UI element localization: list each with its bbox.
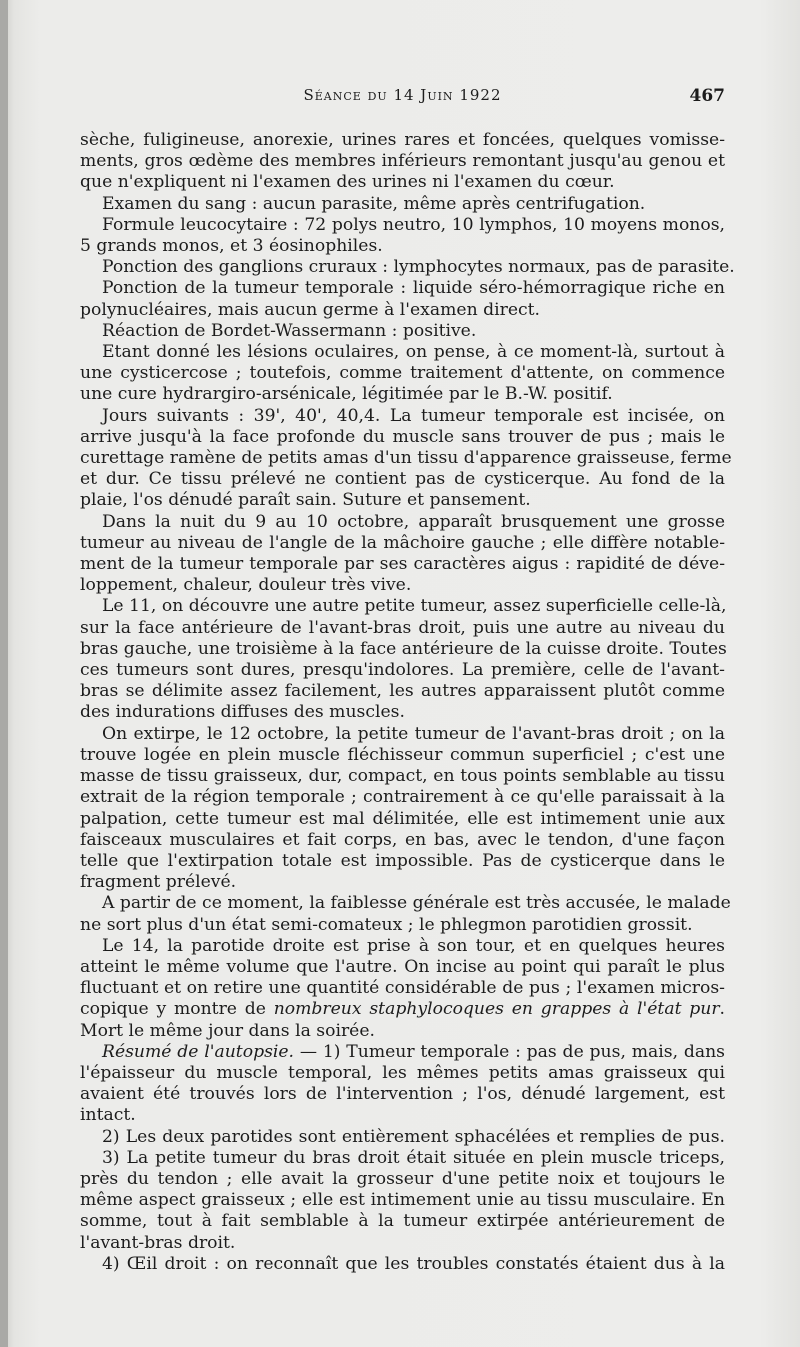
text-line	[80, 1148, 725, 1169]
text-line	[80, 660, 725, 681]
text-line	[80, 1063, 725, 1084]
text-line	[80, 724, 725, 745]
text-run: telle que l'extirpation totale est impossible. Pas de cysticerque dans le	[80, 850, 725, 871]
text-run: ces tumeurs sont dures, presqu'indolores. La première, celle de l'avant-	[80, 660, 725, 681]
text-line	[80, 596, 725, 617]
text-line	[80, 830, 725, 851]
text-line	[80, 151, 725, 172]
text-run: et dur. Ce tissu prélevé ne contient pas de cysticerque. Au fond de la	[80, 469, 725, 490]
text-line	[80, 1084, 725, 1105]
page-binding-edge	[0, 0, 8, 1347]
text-line	[80, 215, 725, 236]
text-line	[80, 618, 725, 639]
text-line	[80, 1127, 725, 1148]
text-line	[80, 745, 725, 766]
text-run: palpation, cette tumeur est mal délimitée, elle est intimement unie aux	[80, 808, 725, 829]
text-line	[80, 1042, 725, 1063]
text-run: Ponction des ganglions cruraux : lymphocytes normaux, pas de parasite.	[102, 257, 735, 278]
text-line	[80, 851, 725, 872]
text-run: Jours suivants : 39', 40', 40,4. La tumeur temporale est incisée, on	[102, 405, 725, 426]
text-run: sèche, fuligineuse, anorexie, urines rares et foncées, quelques vomisse-	[80, 130, 725, 150]
text-line	[80, 893, 731, 914]
text-line	[80, 490, 725, 511]
text-run: avaient été trouvés lors de l'intervention ; l'os, dénudé largement, est	[80, 1084, 725, 1105]
text-run: une cysticercose ; toutefois, comme traitement d'attente, on commence	[80, 363, 725, 384]
text-run: somme, tout à fait semblable à la tumeur extirpée antérieurement de	[80, 1211, 725, 1232]
text-run: A partir de ce moment, la faiblesse générale est très accusée, le malade	[102, 893, 731, 914]
text-run: une cure hydrargiro-arsénicale, légitimée par le B.-W. positif.	[80, 384, 613, 405]
text-run: 5 grands monos, et 3 éosinophiles.	[80, 236, 383, 257]
text-line	[80, 300, 725, 321]
text-line	[80, 978, 725, 999]
text-run: 2) Les deux parotides sont entièrement sphacélées et remplies de pus.	[102, 1126, 725, 1147]
text-line	[80, 448, 732, 469]
text-run: trouve logée en plein muscle fléchisseur commun superficiel ; c'est une	[80, 744, 725, 765]
body-text	[80, 130, 735, 1275]
italic-run: nombreux staphylocoques en grappes à l'état pur	[273, 999, 720, 1020]
text-line	[80, 766, 725, 787]
running-title: Séance du 14 Juin 1922	[303, 86, 502, 104]
text-run: faisceaux musculaires et fait corps, en bas, avec le tendon, d'une façon	[80, 829, 725, 850]
text-run: ment de la tumeur temporale par ses caractères aigus : rapidité de déve-	[80, 554, 725, 575]
text-run: arrive jusqu'à la face profonde du muscle sans trouver de pus ; mais le	[80, 426, 725, 447]
text-run: plaie, l'os dénudé paraît sain. Suture et pansement.	[80, 490, 531, 511]
text-run: Réaction de Bordet-Wassermann : positive.	[102, 320, 477, 341]
text-run: des indurations diffuses des muscles.	[80, 702, 405, 723]
text-run: ments, gros œdème des membres inférieurs remontant jusqu'au genou et	[80, 151, 725, 172]
text-line	[80, 809, 725, 830]
text-run: loppement, chaleur, douleur très vive.	[80, 575, 412, 596]
text-run: fluctuant et on retire une quantité considérable de pus ; l'examen micros-	[80, 978, 725, 999]
text-run: bras se délimite assez facilement, les autres apparaissent plutôt comme	[80, 681, 725, 702]
text-run: ne sort plus d'un état semi-comateux ; le phlegmon parotidien grossit.	[80, 914, 693, 935]
text-run: sur la face antérieure de l'avant-bras droit, puis une autre au niveau du	[80, 617, 725, 638]
text-line	[80, 936, 725, 957]
text-line	[80, 363, 725, 384]
text-run: près du tendon ; elle avait la grosseur d'une petite noix et toujours le	[80, 1168, 725, 1189]
text-run: fragment prélevé.	[80, 872, 237, 893]
text-line	[80, 999, 725, 1020]
text-run: copique y montre de	[80, 999, 274, 1020]
text-run: extrait de la région temporale ; contrairement à ce qu'elle paraissait à la	[80, 787, 725, 808]
text-line	[80, 702, 725, 723]
text-line	[80, 1254, 725, 1275]
text-run: — 1) Tumeur temporale : pas de pus, mais, dans	[294, 1041, 725, 1062]
page-header	[80, 86, 725, 114]
text-line	[80, 1105, 725, 1126]
text-run: intact.	[80, 1105, 136, 1126]
text-line	[80, 194, 725, 215]
text-run: même aspect graisseux ; elle est intimement unie au tissu musculaire. En	[80, 1190, 725, 1211]
text-line	[80, 406, 725, 427]
text-run: curettage ramène de petits amas d'un tissu d'apparence graisseuse, ferme	[80, 448, 732, 469]
text-line	[80, 321, 725, 342]
text-line	[80, 1211, 725, 1232]
text-line	[80, 554, 725, 575]
text-run: Examen du sang : aucun parasite, même après centrifugation.	[102, 193, 646, 214]
text-run: atteint le même volume que l'autre. On incise au point qui paraît le plus	[80, 956, 725, 977]
text-line	[80, 787, 725, 808]
text-run: 4) Œil droit : on reconnaît que les troubles constatés étaient dus à la	[102, 1253, 725, 1274]
text-line	[80, 957, 725, 978]
text-line	[80, 681, 725, 702]
text-run: .	[719, 999, 725, 1020]
text-line	[80, 1169, 725, 1190]
text-line	[80, 872, 725, 893]
text-run: que n'expliquent ni l'examen des urines ni l'examen du cœur.	[80, 172, 615, 193]
text-line	[80, 639, 725, 660]
text-run: Formule leucocytaire : 72 polys neutro, 10 lymphos, 10 moyens monos,	[102, 214, 725, 235]
text-run: Ponction de la tumeur temporale : liquide séro-hémorragique riche en	[102, 278, 725, 299]
text-run: l'épaisseur du muscle temporal, les mêmes petits amas graisseux qui	[80, 1062, 725, 1083]
text-line	[80, 915, 725, 936]
text-line	[80, 257, 735, 278]
text-run: Le 14, la parotide droite est prise à son tour, et en quelques heures	[102, 935, 725, 956]
text-line	[80, 575, 725, 596]
text-run: On extirpe, le 12 octobre, la petite tumeur de l'avant-bras droit ; on la	[102, 723, 725, 744]
text-line	[80, 1021, 725, 1042]
text-line	[80, 512, 725, 533]
text-run: Le 11, on découvre une autre petite tumeur, assez superficielle celle-là,	[102, 596, 727, 617]
text-run: Mort le même jour dans la soirée.	[80, 1020, 375, 1041]
italic-run: Résumé de l'autopsie.	[102, 1041, 295, 1062]
text-line	[80, 278, 725, 299]
text-run: Dans la nuit du 9 au 10 octobre, apparaît brusquement une grosse	[102, 511, 725, 532]
text-run: masse de tissu graisseux, dur, compact, en tous points semblable au tissu	[80, 766, 725, 787]
text-run: 3) La petite tumeur du bras droit était située en plein muscle triceps,	[102, 1147, 725, 1168]
text-run: l'avant-bras droit.	[80, 1232, 236, 1253]
text-run: bras gauche, une troisième à la face antérieure de la cuisse droite. Toutes	[80, 638, 727, 659]
text-line	[80, 1190, 725, 1211]
text-run: polynucléaires, mais aucun germe à l'examen direct.	[80, 299, 540, 320]
text-line	[80, 427, 725, 448]
text-line	[80, 236, 725, 257]
text-run: Etant donné les lésions oculaires, on pense, à ce moment-là, surtout à	[102, 342, 725, 363]
text-run: tumeur au niveau de l'angle de la mâchoire gauche ; elle diffère notable-	[80, 532, 725, 553]
text-line	[80, 469, 725, 490]
text-line	[80, 130, 725, 151]
text-line	[80, 172, 725, 193]
text-line	[80, 1233, 725, 1254]
text-line	[80, 533, 725, 554]
text-line	[80, 384, 725, 405]
text-line	[80, 342, 725, 363]
page-number: 467	[689, 86, 725, 106]
